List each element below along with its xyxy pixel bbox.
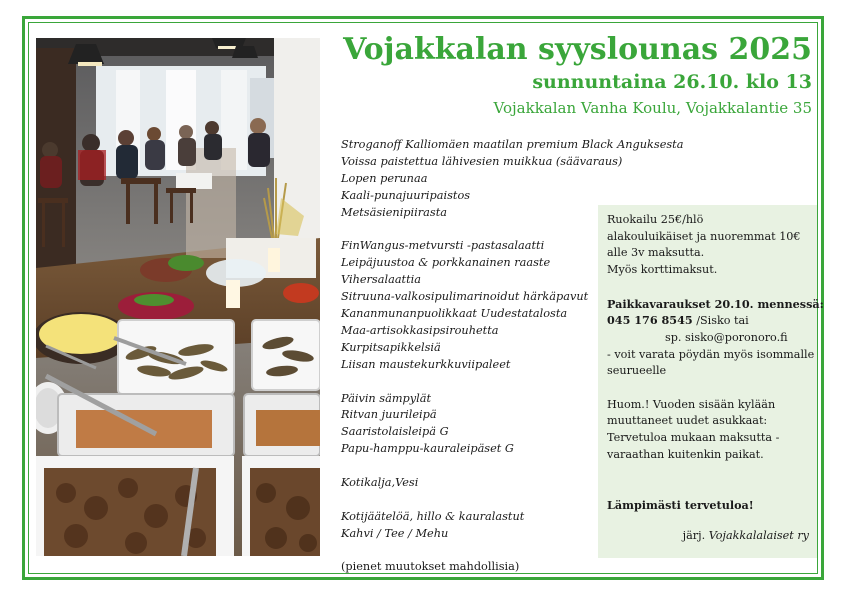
menu-item: Voissa paistettua lähivesien muikkua (säävaraus) [341,154,623,168]
menu-item: Kananmunanpuolikkaat Uudestatalosta [341,307,568,321]
notice-line: Huom.! Vuoden sisään kylään [607,397,776,411]
event-date: sunnuntaina 26.10. klo 13 [532,71,812,93]
menu-item: FinWangus-metvursti -pastasalaatti [341,239,545,253]
menu-item: Kaali-punajuuripaistos [341,188,471,202]
price-line: alle 3v maksutta. [607,246,705,260]
notice-line: varaathan kuitenkin paikat. [607,447,764,461]
menu-item: Papu-hamppu-kauraleipäset G [341,442,514,456]
event-title: Vojakkalan syyslounas 2025 [343,32,812,67]
organizer [607,528,809,545]
menu-item: Ritvan juurileipä [341,408,437,422]
menu-item: Kahvi / Tee / Mehu [341,526,449,540]
menu-item: Kotijäätelöä, hillo & kauralastut [341,509,525,523]
menu-item: Leipäjuustoa & porkkanainen raaste [341,256,551,270]
menu-item: Maa-artisokkasipsirouhetta [341,323,499,337]
menu-item: Kotikalja,Vesi [341,476,419,490]
price-line: Ruokailu 25€/hlö [607,213,704,226]
price-line: alakouluikäiset ja nuoremmat 10€ [607,229,801,243]
buffet-photo [36,38,320,556]
organizer-name: Vojakkalalaiset ry [708,528,809,542]
menu-item: Kurpitsapikkelsiä [341,340,441,354]
price-line: Myös korttimaksut. [607,263,718,277]
menu-footnote: (pienet muutokset mahdollisia) [341,559,520,573]
booking-title: Paikkavaraukset 20.10. mennessä: [607,296,824,311]
menu-item: Metsäsienipiirasta [341,205,447,219]
event-header [343,32,812,118]
booking-email: sp. sisko@poronoro.fi [665,330,788,344]
info-box [598,205,824,558]
notice-line: muuttaneet uudet asukkaat: [607,414,768,428]
menu-item: Vihersalaattia [341,273,421,287]
booking-phone: 045 176 8545 [607,313,693,328]
menu-item: Saaristolaisleipä G [341,425,449,439]
welcome-text: Lämpimästi tervetuloa! [607,497,754,512]
menu-item: Stroganoff Kalliomäen maatilan premium Black Anguksesta [341,138,684,151]
booking-note: - voit varata pöydän myös isommalle [607,347,815,361]
booking-note: seurueelle [607,364,667,378]
booking-contact-name: /Sisko tai [692,314,749,328]
organizer-prefix: järj. [682,528,706,542]
menu-item: Lopen perunaa [341,171,428,185]
menu-item: Liisan maustekurkkuviipaleet [341,357,511,371]
event-venue: Vojakkalan Vanha Koulu, Vojakkalantie 35 [493,99,812,117]
menu-item: Sitruuna-valkosipulimarinoidut härkäpavut [341,290,589,304]
menu-item: Päivin sämpylät [341,391,432,405]
notice-line: Tervetuloa mukaan maksutta - [607,431,780,445]
